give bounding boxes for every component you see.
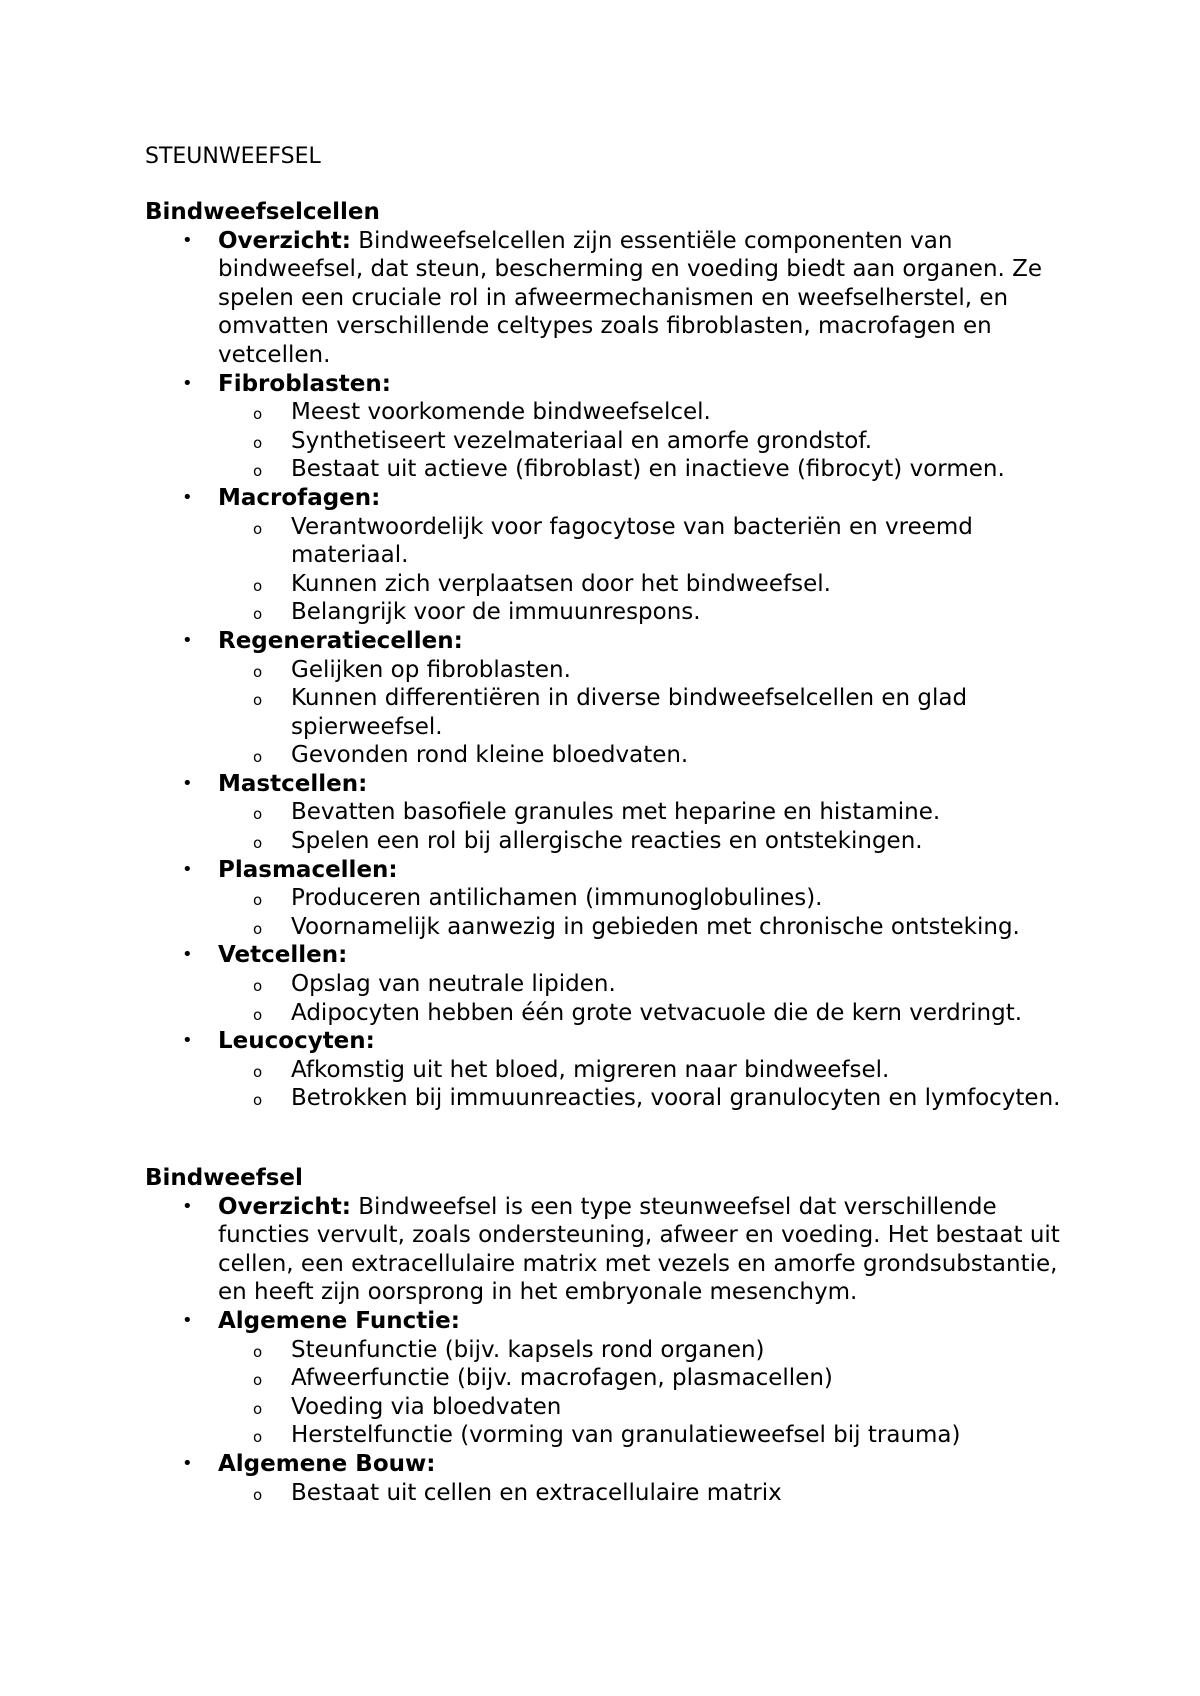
sub-list-item [218, 684, 1075, 741]
sub-list-item [218, 1336, 1075, 1365]
sub-list-item [218, 798, 1075, 827]
sub-list [218, 798, 1075, 855]
sub-item-text: Herstelfunctie (vorming van granulatieweefsel bij trauma) [291, 1422, 961, 1449]
circle-bullet-icon: o [253, 405, 263, 424]
list-item [145, 370, 1075, 484]
item-label: Macrofagen: [218, 484, 381, 511]
sub-item-text: Afweerfunctie (bijv. macrofagen, plasmacellen) [291, 1365, 833, 1392]
bullet-list [145, 1193, 1075, 1508]
sub-item-text: Spelen een rol bij allergische reacties en ontstekingen. [291, 828, 923, 855]
circle-bullet-icon: o [253, 834, 263, 853]
circle-bullet-icon: o [253, 1091, 263, 1110]
circle-bullet-icon: o [253, 662, 263, 681]
circle-bullet-icon: o [253, 691, 263, 710]
sub-list-item [218, 656, 1075, 685]
sub-list-item [218, 827, 1075, 856]
sub-list-item [218, 1364, 1075, 1393]
list-item [145, 1193, 1075, 1307]
sub-list-item [218, 741, 1075, 770]
item-label: Overzicht: [218, 227, 351, 254]
list-item [145, 1027, 1075, 1113]
section-heading: Bindweefsel [145, 1165, 303, 1191]
sub-list-item [218, 1084, 1075, 1113]
sub-list [218, 1056, 1075, 1113]
sub-list [218, 970, 1075, 1027]
sub-item-text: Betrokken bij immuunreacties, vooral granulocyten en lymfocyten. [291, 1085, 1061, 1112]
circle-bullet-icon: o [253, 805, 263, 824]
section-heading: Bindweefselcellen [145, 199, 380, 225]
bullet-icon: • [182, 772, 193, 794]
sub-list-item [218, 598, 1075, 627]
sub-list-item [218, 513, 1075, 570]
sub-item-text: Produceren antilichamen (immunoglobulines). [291, 885, 823, 912]
circle-bullet-icon: o [253, 1342, 263, 1361]
sub-list-item [218, 455, 1075, 484]
section-bindweefsel [145, 1164, 1075, 1507]
sub-item-text: Bevatten basofiele granules met heparine en histamine. [291, 799, 941, 826]
sub-item-text: Gelijken op fibroblasten. [291, 656, 571, 683]
item-label: Plasmacellen: [218, 856, 398, 883]
sub-item-text: Bestaat uit actieve (fibroblast) en inactieve (fibrocyt) vormen. [291, 456, 1005, 483]
sub-list-item [218, 1393, 1075, 1422]
list-item [145, 627, 1075, 770]
sub-item-text: Meest voorkomende bindweefselcel. [291, 399, 711, 426]
sub-list-item [218, 884, 1075, 913]
bullet-icon: • [182, 229, 193, 251]
list-item [145, 1450, 1075, 1507]
bullet-icon: • [182, 1195, 193, 1217]
sub-list [218, 656, 1075, 770]
item-label: Algemene Functie: [218, 1307, 460, 1334]
sub-item-text: Verantwoordelijk voor fagocytose van bacteriën en vreemd materiaal. [291, 513, 973, 569]
bullet-icon: • [182, 858, 193, 880]
circle-bullet-icon: o [253, 1399, 263, 1418]
item-label: Mastcellen: [218, 770, 368, 797]
circle-bullet-icon: o [253, 1371, 263, 1390]
sub-list [218, 398, 1075, 484]
circle-bullet-icon: o [253, 748, 263, 767]
bullet-list [145, 227, 1075, 1113]
bullet-icon: • [182, 629, 193, 651]
sub-item-text: Kunnen differentiëren in diverse bindweefselcellen en glad spierweefsel. [291, 685, 968, 740]
item-label: Vetcellen: [218, 942, 348, 969]
bullet-icon: • [182, 1309, 193, 1331]
sub-list [218, 884, 1075, 941]
item-label: Overzicht: [218, 1193, 351, 1220]
sub-list [218, 513, 1075, 627]
sub-item-text: Steunfunctie (bijv. kapsels rond organen) [291, 1336, 765, 1363]
list-item [145, 941, 1075, 1027]
sub-item-text: Belangrijk voor de immuunrespons. [291, 599, 701, 626]
sub-list-item [218, 1056, 1075, 1085]
sub-item-text: Adipocyten hebben één grote vetvacuole die de kern verdringt. [291, 999, 1023, 1026]
sub-list-item [218, 398, 1075, 427]
sub-item-text: Opslag van neutrale lipiden. [291, 971, 616, 998]
bullet-icon: • [182, 944, 193, 966]
bullet-icon: • [182, 1452, 193, 1474]
circle-bullet-icon: o [253, 519, 263, 538]
circle-bullet-icon: o [253, 1485, 263, 1504]
circle-bullet-icon: o [253, 1428, 263, 1447]
sub-list [218, 1336, 1075, 1450]
sub-list [218, 1479, 1075, 1508]
sub-item-text: Voeding via bloedvaten [291, 1393, 562, 1420]
list-item [145, 227, 1075, 370]
circle-bullet-icon: o [253, 891, 263, 910]
sub-item-text: Gevonden rond kleine bloedvaten. [291, 742, 689, 769]
bullet-icon: • [182, 1030, 193, 1052]
sub-list-item [218, 427, 1075, 456]
bullet-icon: • [182, 486, 193, 508]
sub-list-item [218, 1421, 1075, 1450]
item-text: Bindweefselcellen zijn essentiële componenten van bindweefsel, dat steun, bescherming en voeding biedt aan organen. Ze spelen een cruciale rol in afweermechanismen en weefselherstel, en omvatten verschillende celtypes zoals fibroblasten, macrofagen en vetcellen. [218, 227, 1043, 368]
list-item [145, 770, 1075, 856]
sub-item-text: Kunnen zich verplaatsen door het bindweefsel. [291, 570, 831, 597]
sub-item-text: Afkomstig uit het bloed, migreren naar bindweefsel. [291, 1056, 890, 1083]
item-label: Leucocyten: [218, 1028, 375, 1055]
list-item [145, 1307, 1075, 1450]
sub-item-text: Voornamelijk aanwezig in gebieden met chronische ontsteking. [291, 913, 1020, 940]
circle-bullet-icon: o [253, 433, 263, 452]
circle-bullet-icon: o [253, 576, 263, 595]
item-label: Fibroblasten: [218, 370, 391, 397]
sub-list-item [218, 970, 1075, 999]
circle-bullet-icon: o [253, 919, 263, 938]
item-label: Algemene Bouw: [218, 1450, 436, 1477]
document-title: STEUNWEEFSEL [145, 144, 321, 169]
list-item [145, 484, 1075, 627]
item-label: Regeneratiecellen: [218, 627, 463, 654]
sub-list-item [218, 570, 1075, 599]
circle-bullet-icon: o [253, 462, 263, 481]
section-bindweefselcellen [145, 198, 1075, 1113]
sub-list-item [218, 913, 1075, 942]
circle-bullet-icon: o [253, 977, 263, 996]
sub-item-text: Bestaat uit cellen en extracellulaire matrix [291, 1479, 782, 1506]
list-item [145, 856, 1075, 942]
sub-item-text: Synthetiseert vezelmateriaal en amorfe grondstof. [291, 427, 873, 454]
sub-list-item [218, 1479, 1075, 1508]
bullet-icon: • [182, 372, 193, 394]
circle-bullet-icon: o [253, 605, 263, 624]
circle-bullet-icon: o [253, 1062, 263, 1081]
sub-list-item [218, 999, 1075, 1028]
circle-bullet-icon: o [253, 1005, 263, 1024]
item-text: Bindweefsel is een type steunweefsel dat verschillende functies vervult, zoals ondersteuning, afweer en voeding. Het bestaat uit cellen, een extracellulaire matrix met vezels en amorfe grondsubstantie, en heeft zijn oorsprong in het embryonale mesenchym. [218, 1193, 1060, 1306]
